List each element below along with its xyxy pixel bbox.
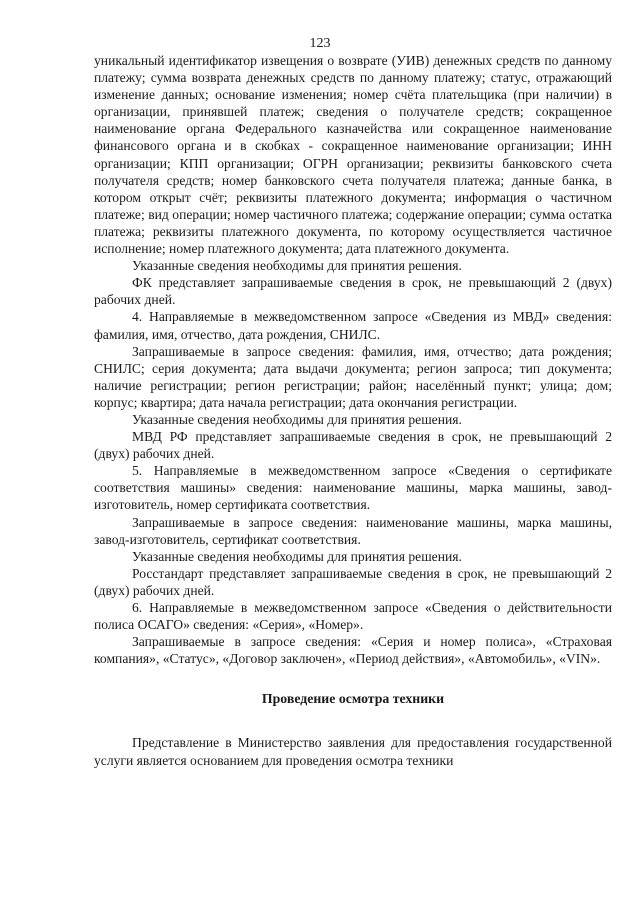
paragraph-recipient-details: уникальный идентификатор извещения о возврате (УИВ) денежных средств по данному платежу; сумма возврата денежных средств по данному платежу; статус, отражающий изменение данных; основание изменения; номер счёта плательщика (при наличии) в организации, принявшей платеж; сведения о получателе средств; сокращенное наименование органа Федерального казначейства или сокращенное наименование финансового органа и в скобках - сокращенное наименование организации; ИНН организации; КПП организации; ОГРН организации; реквизиты банковского счета получателя средств; номер банковского счета получателя платежа; данные банка, в котором открыт счёт; реквизиты платежного документа; информация о частичном платеже; вид операции; номер частичного платежа; содержание операции; сумма остатка платежа; реквизиты платежного документа, по которому осуществляется частичное исполнение; номер платежного документа; дата платежного документа. [94, 53, 612, 257]
paragraph-mvd-deadline: МВД РФ представляет запрашиваемые сведения в срок, не превышающий 2 (двух) рабочих дней. [94, 429, 612, 462]
paragraph-mvd-request: 4. Направляемые в межведомственном запросе «Сведения из МВД» сведения: фамилия, имя, отчество, дата рождения, СНИЛС. [94, 309, 612, 342]
paragraph-fk-deadline: ФК представляет запрашиваемые сведения в срок, не превышающий 2 (двух) рабочих дней. [94, 275, 612, 308]
paragraph-certificate-requested-fields: Запрашиваемые в запросе сведения: наименование машины, марка машины, завод-изготовитель, сертификат соответствия. [94, 514, 612, 547]
paragraph-osago-requested-fields: Запрашиваемые в запросе сведения: «Серия и номер полиса», «Страховая компания», «Статус», «Договор заключен», «Период действия», «Автомобиль», «VIN». [94, 634, 612, 667]
paragraph-inspection-basis: Представление в Министерство заявления для предоставления государственной услуги является основанием для проведения осмотра техники [94, 735, 612, 768]
paragraph-decision-note-mvd: Указанные сведения необходимы для принятия решения. [132, 411, 462, 427]
document-body [94, 52, 612, 769]
section-heading: Проведение осмотра техники [261, 691, 445, 707]
paragraph-rosstandart-deadline: Росстандарт представляет запрашиваемые сведения в срок, не превышающий 2 (двух) рабочих дней. [94, 565, 612, 598]
page-number: 123 [309, 36, 331, 51]
paragraph-decision-note-fk: Указанные сведения необходимы для принятия решения. [132, 258, 462, 274]
paragraph-osago-request: 6. Направляемые в межведомственном запросе «Сведения о действительности полиса ОСАГО» сведения: «Серия», «Номер». [94, 600, 612, 633]
paragraph-mvd-requested-fields: Запрашиваемые в запросе сведения: фамилия, имя, отчество; дата рождения; СНИЛС; серия документа; дата выдачи документа; регион запроса; тип документа; наличие регистрации; регион регистрации; район; населённый пункт; улица; дом; корпус; квартира; дата начала регистрации; дата окончания регистрации. [94, 343, 612, 410]
paragraph-certificate-request: 5. Направляемые в межведомственном запросе «Сведения о сертификате соответствия машины» сведения: наименование машины, марка машины, завод-изготовитель, номер сертификата соответствия. [94, 463, 612, 513]
paragraph-decision-note-rosstandart: Указанные сведения необходимы для принятия решения. [132, 548, 462, 564]
